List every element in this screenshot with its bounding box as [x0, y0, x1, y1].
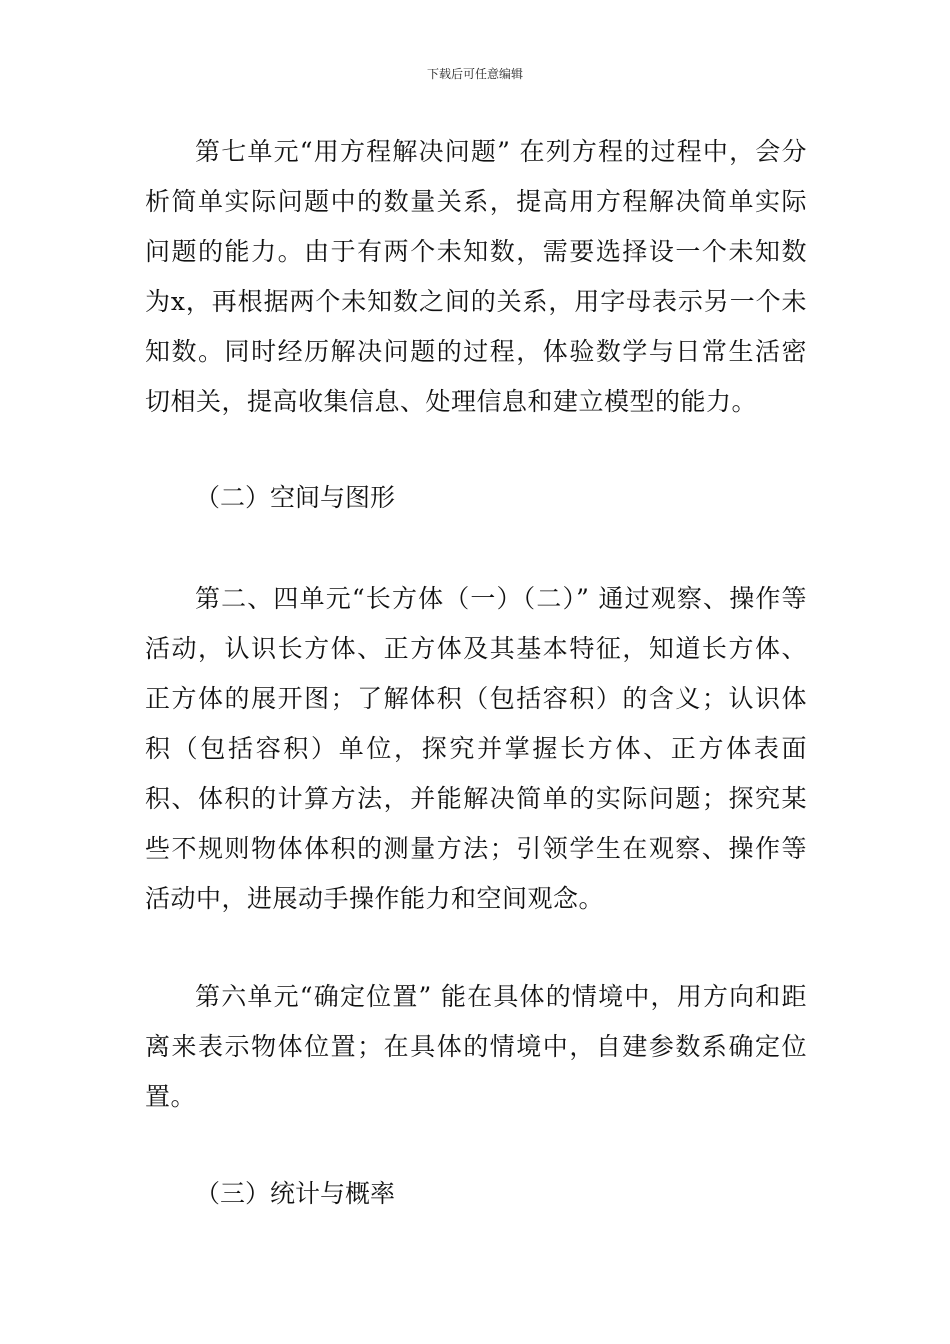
section-heading-space-and-shape: （二）空间与图形 [195, 483, 396, 512]
paragraph-unit-2-4: 第二、四单元“长方体（一）（二）” 通过观察、操作等活动，认识长方体、正方体及其基本特征，知道长方体、正方体的展开图；了解体积（包括容积）的含义；认识体积（包括容积）单位，探究并掌握长方体、正方体表面积、体积的计算方法，并能解决简单的实际问题；探究某些不规则物体体积的测量方法；引领学生在观察、操作等活动中，进展动手操作能力和空间观念。 [145, 584, 807, 913]
paragraph-unit-6: 第六单元“确定位置” 能在具体的情境中，用方向和距离来表示物体位置；在具体的情境中，自建参数系确定位置。 [145, 982, 807, 1111]
section-heading-statistics-and-probability: （三）统计与概率 [195, 1179, 396, 1208]
paragraph-unit-7: 第七单元“用方程解决问题” 在列方程的过程中，会分析简单实际问题中的数量关系，提高用方程解决简单实际问题的能力。由于有两个未知数，需要选择设一个未知数为x，再根据两个未知数之间的关系，用字母表示另一个未知数。同时经历解决问题的过程，体验数学与日常生活密切相关，提高收集信息、处理信息和建立模型的能力。 [145, 137, 807, 416]
page-header-note: 下载后可任意编辑 [426, 67, 523, 81]
